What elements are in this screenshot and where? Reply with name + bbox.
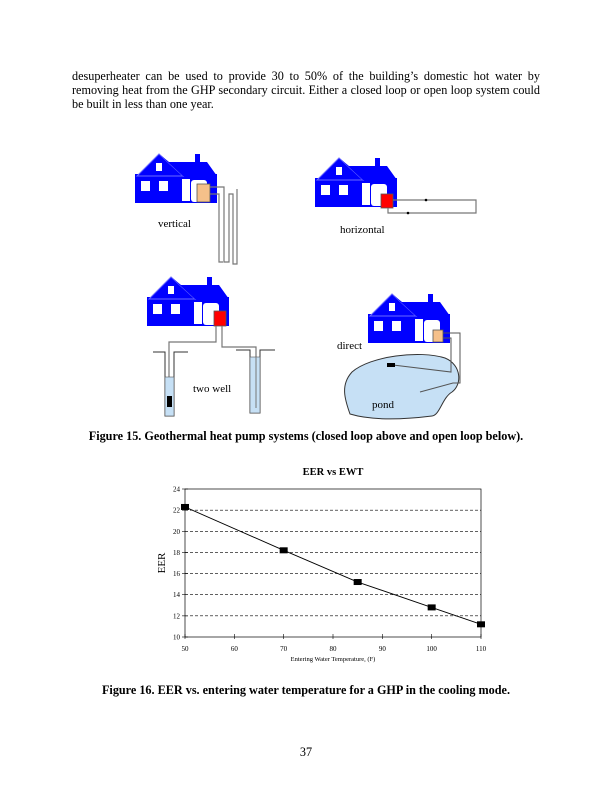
two-well-diagram	[147, 277, 275, 416]
y-tick-label: 18	[173, 548, 180, 557]
y-tick-label: 24	[173, 485, 180, 494]
x-tick-label: 100	[426, 645, 437, 653]
y-axis-label: EER	[156, 552, 168, 574]
data-point	[280, 547, 288, 553]
figure-16-caption: Figure 16. EER vs. entering water temperature for a GHP in the cooling mode.	[101, 683, 510, 697]
label-direct: direct	[337, 340, 363, 352]
horizontal-loop-diagram	[315, 158, 476, 214]
series-line	[185, 507, 481, 624]
y-tick-label: 10	[173, 633, 180, 642]
x-axis-label: Entering Water Temperature, (F)	[290, 656, 376, 663]
label-pond: pond	[372, 399, 394, 411]
y-tick-label: 20	[173, 527, 180, 536]
x-tick-label: 70	[280, 645, 288, 653]
x-tick-label: 90	[378, 645, 386, 653]
label-vertical: vertical	[158, 218, 191, 230]
x-tick-label: 60	[230, 645, 238, 653]
page-number: 37	[299, 745, 313, 759]
y-tick-label: 14	[173, 591, 180, 600]
eer-vs-ewt-chart	[156, 467, 487, 663]
body-paragraph: desuperheater can be used to provide 30 to 50% of the building’s domestic hot water by removing heat from the GHP secondary circuit. Either a closed loop or open loop system could be built in less than one year.	[72, 69, 540, 111]
x-tick-label: 80	[329, 645, 337, 653]
data-point	[477, 621, 485, 627]
label-horizontal: horizontal	[340, 224, 385, 236]
plot-frame	[185, 489, 481, 637]
y-tick-label: 16	[173, 570, 180, 579]
vertical-loop-diagram	[135, 154, 237, 264]
chart-title: EER vs EWT	[302, 467, 364, 478]
data-point	[181, 504, 189, 510]
x-tick-label: 110	[475, 645, 487, 653]
x-tick-label: 50	[181, 645, 189, 653]
label-two-well: two well	[193, 383, 232, 395]
y-tick-label: 22	[173, 506, 180, 515]
figure-15-caption: Figure 15. Geothermal heat pump systems (closed loop above and open loop below).	[88, 429, 524, 443]
data-point	[428, 604, 436, 610]
data-point	[354, 579, 362, 585]
y-tick-label: 12	[173, 612, 180, 621]
direct-pond-diagram	[345, 294, 460, 419]
